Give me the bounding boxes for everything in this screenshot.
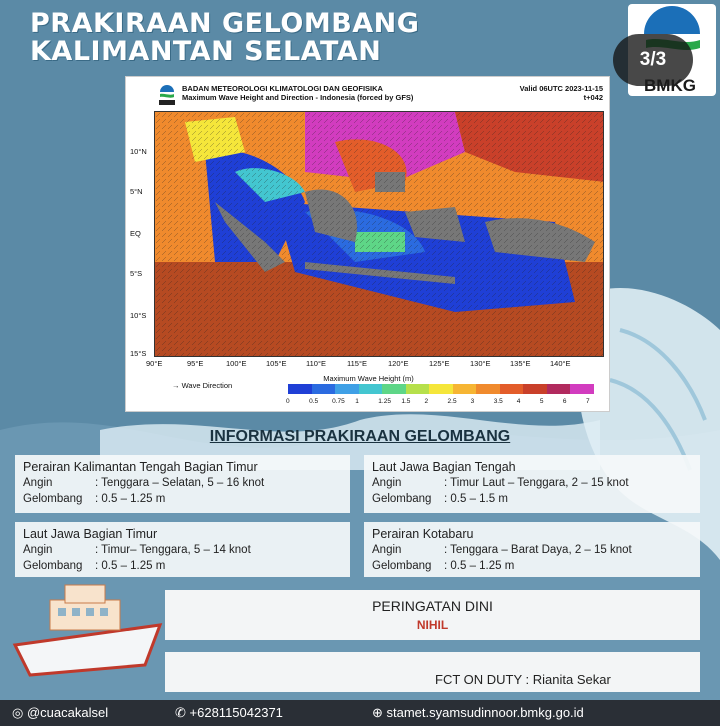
lon-label: 125°E <box>429 359 450 368</box>
area-name: Laut Jawa Bagian Timur <box>23 527 158 541</box>
instagram-contact[interactable]: ◎ @cuacakalsel <box>12 705 109 720</box>
lat-label: 10°S <box>130 311 147 320</box>
map-valid-time: Valid 06UTC 2023-11-15 <box>519 84 603 93</box>
page-title: PRAKIRAAN GELOMBANG KALIMANTAN SELATAN <box>30 8 420 67</box>
colorbar-swatch <box>476 384 500 394</box>
lon-label: 115°E <box>347 359 367 368</box>
map-lead-time: t+042 <box>583 93 603 102</box>
forecaster-panel <box>165 652 700 692</box>
colorbar-swatch <box>523 384 547 394</box>
warning-value: NIHIL <box>416 618 449 632</box>
wave-row: Gelombang : 0.5 – 1.5 m <box>372 493 508 505</box>
wind-row: Angin : Timur Laut – Tenggara, 2 – 15 knot <box>372 477 629 489</box>
wind-row: Angin : Timur– Tenggara, 5 – 14 knot <box>23 544 251 556</box>
lon-label: 105°E <box>266 359 287 368</box>
area-card <box>364 522 700 577</box>
forecaster-on-duty: FCT ON DUTY : Rianita Sekar <box>435 672 611 687</box>
lon-label: 95°E <box>187 359 204 368</box>
area-card <box>15 522 350 577</box>
website-link[interactable]: ⊕ stamet.syamsudinnoor.bmkg.go.id <box>372 705 584 720</box>
area-card <box>15 455 350 513</box>
lon-labels <box>146 359 606 369</box>
colorbar <box>288 384 594 394</box>
colorbar-swatch <box>312 384 336 394</box>
lat-label: 15°S <box>130 349 147 358</box>
wave-direction-legend: → Wave Direction <box>172 381 233 390</box>
colorbar-swatch <box>288 384 312 394</box>
lon-label: 140°E <box>550 359 571 368</box>
colorbar-tick-label: 0 <box>286 398 290 405</box>
colorbar-tick-label: 5 <box>539 398 544 405</box>
colorbar-swatch <box>382 384 406 394</box>
wave-row: Gelombang : 0.5 – 1.25 m <box>23 560 166 572</box>
colorbar-tick-label: 2 <box>424 398 429 405</box>
ship-illustration <box>10 570 180 680</box>
colorbar-swatch <box>406 384 430 394</box>
wave-map-card <box>125 76 610 412</box>
wind-row: Angin : Tenggara – Selatan, 5 – 16 knot <box>23 477 265 489</box>
colorbar-swatch <box>500 384 524 394</box>
wind-row: Angin : Tenggara – Barat Daya, 2 – 15 knot <box>372 544 632 556</box>
page-indicator-badge: 3/3 <box>613 34 693 86</box>
logo-text: BMKG <box>644 76 696 95</box>
colorbar-tick-label: 3 <box>470 398 475 405</box>
arrow-icon: → <box>172 381 182 390</box>
colorbar-tick-label: 4 <box>516 398 521 405</box>
colorbar-swatch <box>359 384 383 394</box>
colorbar-swatch <box>570 384 594 394</box>
colorbar-swatch <box>429 384 453 394</box>
area-name: Perairan Kalimantan Tengah Bagian Timur <box>23 460 258 474</box>
colorbar-tick-label: 1.25 <box>378 398 391 405</box>
lon-label: 90°E <box>146 359 163 368</box>
area-name: Laut Jawa Bagian Tengah <box>372 460 516 474</box>
lon-label: 100°E <box>226 359 247 368</box>
lat-label: 5°S <box>130 269 143 278</box>
wave-row: Gelombang : 0.5 – 1.25 m <box>23 493 166 505</box>
footer-bar <box>0 700 720 726</box>
lon-label: 135°E <box>510 359 531 368</box>
area-card <box>364 455 700 513</box>
colorbar-tick-label: 1 <box>355 398 359 405</box>
map-header <box>126 77 611 111</box>
map-agency: BADAN METEOROLOGI KLIMATOLOGI DAN GEOFISIKA <box>182 84 383 93</box>
wave-row: Gelombang : 0.5 – 1.25 m <box>372 560 515 572</box>
phone-contact[interactable]: ✆ +628115042371 <box>175 705 283 720</box>
colorbar-ticks <box>286 398 596 408</box>
lon-label: 110°E <box>306 359 326 368</box>
wave-height-map <box>154 111 604 357</box>
colorbar-tick-label: 1.5 <box>401 398 411 405</box>
lat-label: EQ <box>130 229 141 238</box>
colorbar-swatch <box>547 384 571 394</box>
colorbar-tick-label: 2.5 <box>447 398 457 405</box>
lat-label: 10°N <box>130 147 147 156</box>
globe-icon: ⊕ <box>372 705 387 720</box>
warning-title: PERINGATAN DINI <box>372 598 493 614</box>
instagram-icon: ◎ <box>12 705 27 720</box>
bmkg-mini-logo-icon <box>158 82 176 106</box>
info-section-title: INFORMASI PRAKIRAAN GELOMBANG <box>209 428 511 445</box>
area-name: Perairan Kotabaru <box>372 527 474 541</box>
colorbar-tick-label: 0.5 <box>309 398 319 405</box>
lon-label: 130°E <box>470 359 491 368</box>
colorbar-tick-label: 7 <box>586 398 590 405</box>
colorbar-title: Maximum Wave Height (m) <box>323 374 414 383</box>
colorbar-swatch <box>335 384 359 394</box>
colorbar-swatch <box>453 384 477 394</box>
colorbar-tick-label: 3.5 <box>493 398 503 405</box>
phone-icon: ✆ <box>175 705 190 720</box>
early-warning-panel <box>165 590 700 640</box>
colorbar-tick-label: 6 <box>562 398 567 405</box>
colorbar-tick-label: 0.75 <box>332 398 345 405</box>
lon-label: 120°E <box>388 359 409 368</box>
map-subtitle: Maximum Wave Height and Direction - Indonesia (forced by GFS) <box>182 93 414 102</box>
lat-label: 5°N <box>130 187 143 196</box>
